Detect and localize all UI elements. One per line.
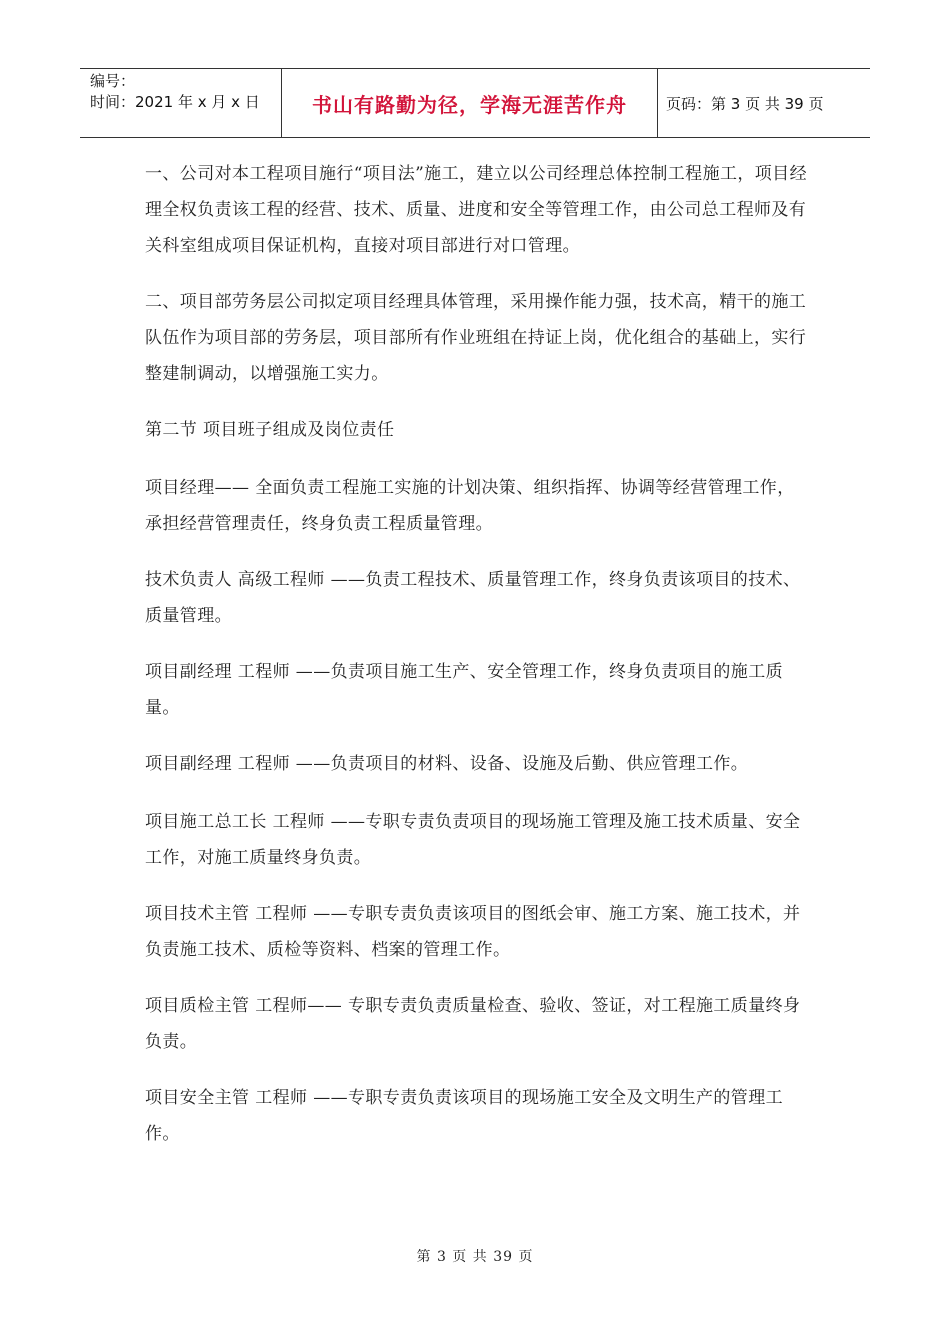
header-page-cell	[658, 69, 870, 137]
section-heading: 第二节 项目班子组成及岗位责任	[145, 420, 395, 440]
page-footer	[0, 1246, 950, 1266]
document-body	[145, 156, 810, 1172]
paragraph-technical-supervisor: 项目技术主管 工程师 ——专职专责负责该项目的图纸会审、施工方案、施工技术，并负责施工技术、质检等资料、档案的管理工作。	[145, 904, 801, 960]
document-number-label: 编号：	[90, 72, 136, 90]
paragraph-project-manager: 项目经理—— 全面负责工程施工实施的计划决策、组织指挥、协调等经营管理工作，承担经营管理责任，终身负责工程质量管理。	[145, 478, 795, 534]
paragraph-safety-supervisor: 项目安全主管 工程师 ——专职专责负责该项目的现场施工安全及文明生产的管理工作。	[145, 1088, 784, 1144]
paragraph-technical-lead: 技术负责人 高级工程师 ——负责工程技术、质量管理工作，终身负责该项目的技术、质量管理。	[145, 570, 801, 626]
header-page-info: 页码：第 3 页 共 39 页	[666, 94, 824, 113]
header-info-cell	[80, 69, 282, 137]
paragraph-deputy-manager-production: 项目副经理 工程师 ——负责项目施工生产、安全管理工作，终身负责项目的施工质量。	[145, 662, 784, 718]
paragraph-chief-foreman: 项目施工总工长 工程师 ——专职专责负责项目的现场施工管理及施工技术质量、安全工作，对施工质量终身负责。	[145, 812, 801, 868]
document-time-label: 时间：2021 年 x 月 x 日	[90, 93, 260, 111]
page-header	[80, 68, 870, 138]
header-motto-cell	[282, 69, 658, 137]
header-motto: 书山有路勤为径，学海无涯苦作舟	[312, 92, 627, 117]
paragraph-labor-layer: 二、项目部劳务层公司拟定项目经理具体管理，采用操作能力强，技术高，精干的施工队伍作为项目部的劳务层，项目部所有作业班组在持证上岗，优化组合的基础上，实行整建制调动，以增强施工实力。	[145, 292, 807, 384]
paragraph-company-method: 一、公司对本工程项目施行“项目法”施工，建立以公司经理总体控制工程施工，项目经理全权负责该工程的经营、技术、质量、进度和安全等管理工作，由公司总工程师及有关科室组成项目保证机构，直接对项目部进行对口管理。	[145, 164, 807, 256]
paragraph-quality-supervisor: 项目质检主管 工程师—— 专职专责负责质量检查、验收、签证，对工程施工质量终身负责。	[145, 996, 801, 1052]
footer-page-number: 第 3 页 共 39 页	[416, 1249, 534, 1265]
paragraph-deputy-manager-materials: 项目副经理 工程师 ——负责项目的材料、设备、设施及后勤、供应管理工作。	[145, 754, 749, 774]
